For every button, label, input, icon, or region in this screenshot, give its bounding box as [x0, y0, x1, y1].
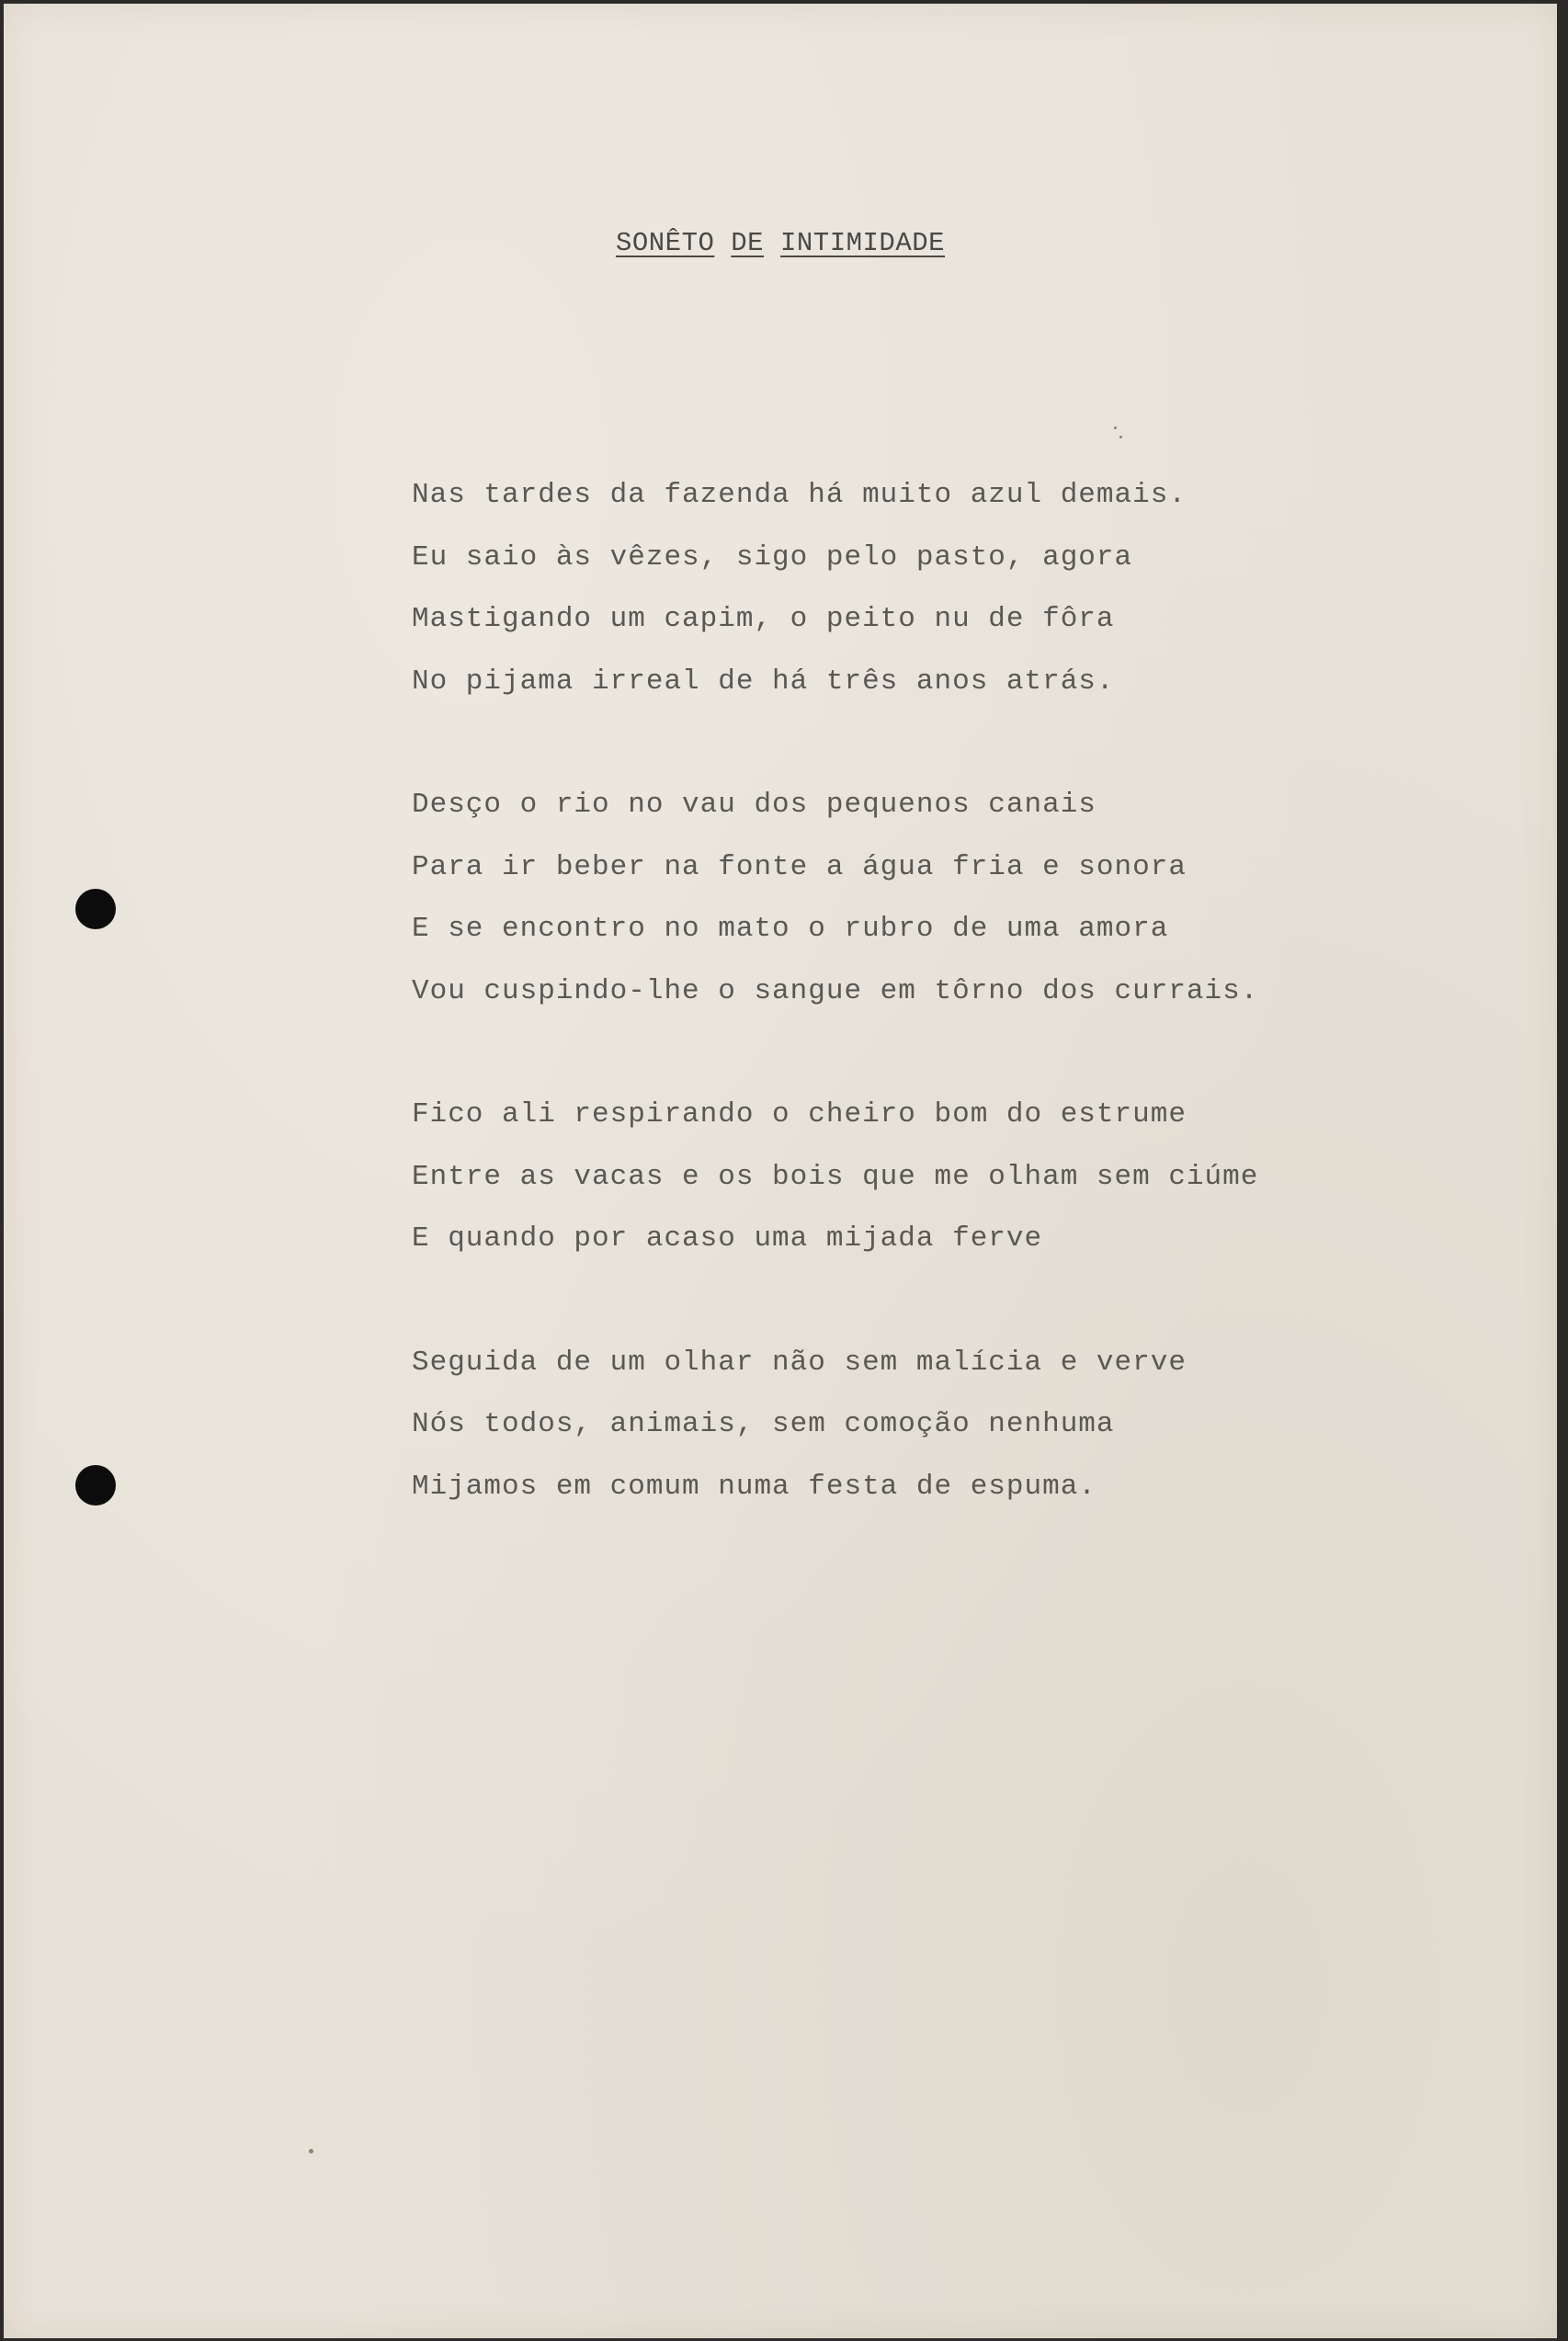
poem-line: Vou cuspindo-lhe o sangue em tôrno dos currais.	[412, 974, 1259, 1007]
title-word-intimidade: INTIMIDADE	[780, 228, 946, 258]
poem-line: Desço o rio no vau dos pequenos canais	[412, 789, 1096, 821]
poem-line: Mastigando um capim, o peito nu de fôra	[412, 603, 1115, 635]
poem-line: Entre as vacas e os bois que me olham sem ciúme	[412, 1160, 1259, 1193]
poem-line: E se encontro no mato o rubro de uma amora	[412, 913, 1169, 945]
title-word-de: DE	[731, 228, 765, 258]
poem-line: E quando por acaso uma mijada ferve	[412, 1222, 1043, 1255]
paper-speck	[309, 2149, 313, 2153]
poem-line: Mijamos em comum numa festa de espuma.	[412, 1470, 1096, 1503]
poem-line: Nas tardes da fazenda há muito azul demais.	[412, 479, 1187, 511]
stanza-2	[412, 787, 1515, 1035]
poem-line: Seguida de um olhar não sem malícia e verve	[412, 1346, 1187, 1379]
poem-line: No pijama irreal de há três anos atrás.	[412, 665, 1115, 698]
poem-title	[4, 228, 1557, 258]
stanza-4	[412, 1345, 1515, 1531]
punch-hole	[75, 889, 116, 929]
stanza-1	[412, 477, 1515, 725]
paper-speck	[1119, 436, 1122, 438]
poem-line: Nós todos, animais, sem comoção nenhuma	[412, 1408, 1115, 1440]
stanza-3	[412, 1097, 1515, 1283]
punch-hole	[75, 1465, 116, 1506]
poem-line: Fico ali respirando o cheiro bom do estrume	[412, 1098, 1187, 1131]
title-word-soneto: SONÊTO	[615, 228, 715, 258]
typewritten-page	[4, 4, 1557, 2338]
poem-line: Para ir beber na fonte a água fria e sonora	[412, 850, 1187, 883]
poem-line: Eu saio às vêzes, sigo pelo pasto, agora	[412, 540, 1133, 574]
poem-body	[412, 477, 1515, 1592]
paper-speck	[1114, 426, 1117, 429]
